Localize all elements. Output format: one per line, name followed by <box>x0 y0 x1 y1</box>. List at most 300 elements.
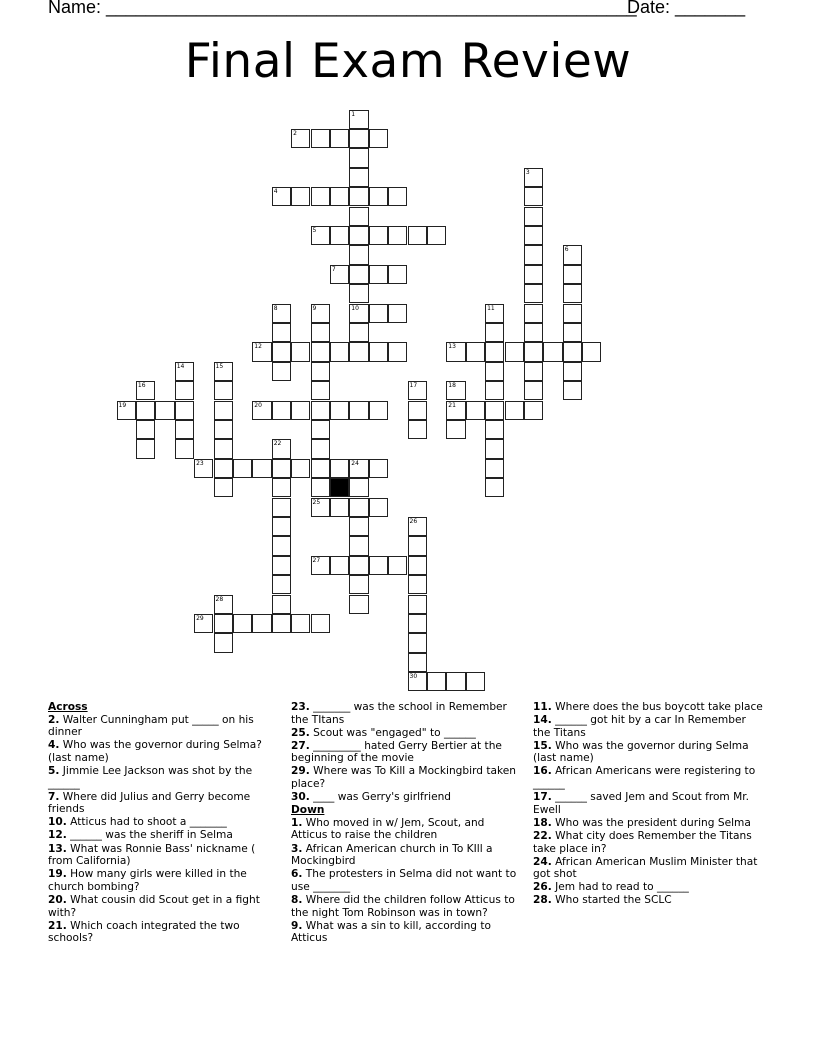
clue-text: Scout was "engaged" to ______ <box>313 726 476 739</box>
clue-text: Who moved in w/ Jem, Scout, and Atticus to raise the children <box>291 816 485 842</box>
grid-cell[interactable] <box>272 498 291 517</box>
grid-cell[interactable] <box>524 304 543 323</box>
grid-cell[interactable] <box>175 381 194 400</box>
clue-section-heading: Down <box>291 804 325 817</box>
clue-text: _______ was the school in Remember the TItans <box>291 701 507 726</box>
clue-item <box>48 829 280 842</box>
clue-item <box>533 894 765 907</box>
grid-cell[interactable] <box>175 439 194 458</box>
grid-cell[interactable] <box>349 401 368 420</box>
grid-cell[interactable] <box>349 323 368 342</box>
clue-number: 9. <box>291 919 303 932</box>
grid-cell[interactable] <box>505 342 524 361</box>
clue-text: Where was To Kill a Mockingbird taken place? <box>291 765 516 791</box>
grid-cell[interactable] <box>485 459 504 478</box>
clue-item <box>48 894 280 919</box>
cell-number: 13 <box>448 343 456 351</box>
clue-text: Who was the governor during Selma (last name) <box>533 739 749 765</box>
clue-text: Which coach integrated the two schools? <box>48 919 240 945</box>
grid-cell[interactable] <box>349 575 368 594</box>
grid-cell[interactable] <box>272 614 291 633</box>
grid-cell[interactable] <box>369 265 388 284</box>
grid-cell[interactable] <box>233 459 252 478</box>
clue-number: 16. <box>533 765 552 778</box>
clue-number: 3. <box>291 842 303 855</box>
grid-cell[interactable] <box>349 187 368 206</box>
grid-cell[interactable] <box>388 304 407 323</box>
clue-text: Who started the SCLC <box>555 894 672 907</box>
cell-number: 23 <box>196 459 204 467</box>
grid-cell[interactable] <box>214 381 233 400</box>
grid-cell[interactable] <box>485 420 504 439</box>
grid-cell[interactable] <box>175 362 194 381</box>
clue-number: 30. <box>291 791 310 804</box>
grid-cell[interactable] <box>311 401 330 420</box>
clue-item <box>533 791 765 816</box>
cell-number: 1 <box>351 110 356 118</box>
grid-cell[interactable] <box>485 342 504 361</box>
grid-cell[interactable] <box>117 401 136 420</box>
cell-number: 3 <box>525 168 530 176</box>
cell-number: 4 <box>273 188 278 196</box>
clue-number: 14. <box>533 714 552 727</box>
grid-cell[interactable] <box>524 284 543 303</box>
grid-cell[interactable] <box>524 168 543 187</box>
grid-cell[interactable] <box>136 381 155 400</box>
grid-cell[interactable] <box>330 129 349 148</box>
clue-item <box>48 843 280 868</box>
grid-cell[interactable] <box>408 517 427 536</box>
grid-cell[interactable] <box>136 401 155 420</box>
grid-cell[interactable] <box>311 362 330 381</box>
cell-number: 30 <box>409 673 418 681</box>
grid-cell[interactable] <box>446 342 465 361</box>
cell-number: 27 <box>312 556 321 564</box>
cell-number: 14 <box>176 362 185 370</box>
clue-number: 13. <box>48 842 67 855</box>
grid-cell[interactable] <box>369 342 388 361</box>
grid-cell[interactable] <box>485 439 504 458</box>
clue-item <box>533 817 765 830</box>
clue-number: 2. <box>48 713 60 726</box>
grid-cell[interactable] <box>408 536 427 555</box>
grid-cell[interactable] <box>330 226 349 245</box>
grid-cell[interactable] <box>563 284 582 303</box>
grid-cell[interactable] <box>330 187 349 206</box>
clue-text: African American Muslim Minister that got shot <box>533 855 758 881</box>
grid-cell[interactable] <box>485 304 504 323</box>
clue-item <box>48 791 280 816</box>
clue-number: 6. <box>291 868 303 881</box>
grid-cell[interactable] <box>349 110 368 129</box>
grid-cell[interactable] <box>349 536 368 555</box>
clue-item <box>533 740 765 765</box>
grid-cell[interactable] <box>349 226 368 245</box>
clue-item <box>291 740 523 765</box>
grid-cell[interactable] <box>349 265 368 284</box>
clue-text: What city does Remember the Titans take place in? <box>533 829 752 855</box>
clue-item <box>291 868 523 893</box>
grid-cell[interactable] <box>485 362 504 381</box>
clue-item <box>533 765 765 790</box>
page-title: Final Exam Review <box>184 34 632 89</box>
grid-cell[interactable] <box>369 226 388 245</box>
grid-cell[interactable] <box>214 362 233 381</box>
cell-number: 19 <box>118 401 127 409</box>
clue-item <box>48 868 280 893</box>
grid-cell[interactable] <box>252 459 271 478</box>
grid-cell[interactable] <box>194 459 213 478</box>
clue-item <box>48 816 280 829</box>
cell-number: 18 <box>448 382 456 390</box>
grid-cell[interactable] <box>524 401 543 420</box>
cell-number: 11 <box>487 304 495 312</box>
cell-number: 7 <box>331 265 336 273</box>
grid-cell[interactable] <box>291 614 310 633</box>
clue-number: 10. <box>48 816 67 829</box>
cell-number: 29 <box>196 614 204 622</box>
grid-cell[interactable] <box>330 498 349 517</box>
grid-cell[interactable] <box>369 304 388 323</box>
grid-cell[interactable] <box>272 478 291 497</box>
grid-cell[interactable] <box>524 187 543 206</box>
grid-cell[interactable] <box>136 420 155 439</box>
clue-number: 22. <box>533 829 552 842</box>
grid-cell[interactable] <box>563 323 582 342</box>
grid-cell[interactable] <box>291 401 310 420</box>
grid-cell[interactable] <box>524 207 543 226</box>
grid-cell[interactable] <box>446 672 465 691</box>
grid-cell[interactable] <box>388 342 407 361</box>
grid-cell[interactable] <box>563 304 582 323</box>
clue-item <box>291 843 523 868</box>
grid-cell[interactable] <box>330 459 349 478</box>
clue-number: 21. <box>48 919 67 932</box>
clue-text: ______ got hit by a car In Remember the Titans <box>533 714 746 739</box>
cell-number: 6 <box>564 246 569 254</box>
grid-cell[interactable] <box>272 459 291 478</box>
grid-cell[interactable] <box>291 187 310 206</box>
grid-cell[interactable] <box>311 381 330 400</box>
clue-number: 23. <box>291 701 310 713</box>
clue-item <box>533 714 765 739</box>
grid-cell[interactable] <box>311 226 330 245</box>
clue-number: 19. <box>48 868 67 881</box>
clue-item <box>291 727 523 740</box>
clue-column-1 <box>48 701 280 945</box>
grid-cell[interactable] <box>291 129 310 148</box>
clue-number: 5. <box>48 764 60 777</box>
grid-cell[interactable] <box>524 362 543 381</box>
grid-cell[interactable] <box>175 420 194 439</box>
clue-number: 28. <box>533 894 552 907</box>
grid-cell[interactable] <box>524 245 543 264</box>
grid-cell[interactable] <box>408 633 427 652</box>
grid-cell[interactable] <box>427 226 446 245</box>
grid-cell[interactable] <box>272 304 291 323</box>
clue-text: Where did Julius and Gerry become friends <box>48 790 251 816</box>
clue-section-heading: Across <box>48 701 88 713</box>
clue-text: Jem had to read to ______ <box>555 881 689 894</box>
grid-cell[interactable] <box>446 381 465 400</box>
clue-column-3 <box>533 701 765 908</box>
grid-cell[interactable] <box>369 187 388 206</box>
grid-cell[interactable] <box>330 265 349 284</box>
grid-cell[interactable] <box>485 323 504 342</box>
clue-item <box>48 714 280 739</box>
cell-number: 28 <box>215 595 224 603</box>
name-field[interactable]: Name: _____________________________________________________ <box>48 0 637 17</box>
grid-cell[interactable] <box>349 517 368 536</box>
clue-column-2 <box>291 701 523 945</box>
grid-cell[interactable] <box>272 517 291 536</box>
grid-cell[interactable] <box>272 323 291 342</box>
grid-cell[interactable] <box>272 536 291 555</box>
clue-item <box>291 817 523 842</box>
grid-cell[interactable] <box>446 401 465 420</box>
grid-cell[interactable] <box>311 420 330 439</box>
grid-cell[interactable] <box>349 168 368 187</box>
cell-number: 20 <box>254 401 262 409</box>
grid-cell[interactable] <box>272 556 291 575</box>
clue-number: 15. <box>533 739 552 752</box>
grid-cell[interactable] <box>311 342 330 361</box>
grid-cell[interactable] <box>388 556 407 575</box>
grid-cell[interactable] <box>311 478 330 497</box>
grid-cell[interactable] <box>505 401 524 420</box>
clue-text: What was Ronnie Bass' nickname ( from California) <box>48 842 256 868</box>
grid-cell[interactable] <box>272 362 291 381</box>
grid-cell[interactable] <box>252 401 271 420</box>
grid-cell[interactable] <box>524 226 543 245</box>
grid-cell[interactable] <box>311 129 330 148</box>
grid-cell[interactable] <box>388 187 407 206</box>
clue-item <box>48 739 280 764</box>
grid-cell[interactable] <box>408 672 427 691</box>
clue-number: 8. <box>291 893 303 906</box>
clue-item <box>48 765 280 790</box>
grid-cell[interactable] <box>272 595 291 614</box>
clue-text: African Americans were registering to ______ <box>533 765 756 791</box>
grid-cell[interactable] <box>349 595 368 614</box>
cell-number: 10 <box>351 304 359 312</box>
grid-cell[interactable] <box>369 556 388 575</box>
grid-cell[interactable] <box>272 342 291 361</box>
grid-cell[interactable] <box>563 362 582 381</box>
clue-number: 29. <box>291 765 310 778</box>
grid-cell[interactable] <box>214 614 233 633</box>
cell-number: 25 <box>312 498 321 506</box>
clue-text: What cousin did Scout get in a fight with? <box>48 893 260 919</box>
grid-cell[interactable] <box>214 595 233 614</box>
grid-cell[interactable] <box>330 401 349 420</box>
grid-cell[interactable] <box>408 653 427 672</box>
grid-cell[interactable] <box>524 342 543 361</box>
grid-cell[interactable] <box>272 187 291 206</box>
clue-text: Atticus had to shoot a _______ <box>70 816 227 829</box>
grid-cell[interactable] <box>485 381 504 400</box>
grid-cell[interactable] <box>330 556 349 575</box>
grid-cell[interactable] <box>408 575 427 594</box>
clue-text: ______ was the sheriff in Selma <box>70 829 233 842</box>
grid-cell[interactable] <box>369 459 388 478</box>
grid-cell[interactable] <box>311 498 330 517</box>
grid-cell[interactable] <box>466 342 485 361</box>
grid-cell[interactable] <box>563 381 582 400</box>
clue-item <box>291 791 523 804</box>
clue-number: 25. <box>291 726 310 739</box>
clue-number: 20. <box>48 893 67 906</box>
grid-cell[interactable] <box>524 323 543 342</box>
clue-item <box>291 894 523 919</box>
grid-cell[interactable] <box>349 304 368 323</box>
clue-text: Walter Cunningham put _____ on his dinner <box>48 713 254 739</box>
grid-cell[interactable] <box>485 478 504 497</box>
grid-cell[interactable] <box>369 129 388 148</box>
grid-cell[interactable] <box>563 342 582 361</box>
grid-cell[interactable] <box>175 401 194 420</box>
grid-cell[interactable] <box>136 439 155 458</box>
grid-cell[interactable] <box>291 459 310 478</box>
clue-item <box>48 920 280 945</box>
grid-cell[interactable] <box>330 342 349 361</box>
clue-text: Who was the president during Selma <box>555 816 751 829</box>
cell-number: 9 <box>312 304 317 312</box>
cell-number: 24 <box>351 459 359 467</box>
clue-text: Where does the bus boycott take place <box>555 701 763 713</box>
grid-cell[interactable] <box>252 614 271 633</box>
cell-number: 15 <box>215 362 224 370</box>
clue-item <box>533 881 765 894</box>
grid-cell[interactable] <box>349 556 368 575</box>
clue-text: ____ was Gerry's girlfriend <box>313 791 452 804</box>
grid-cell[interactable] <box>214 401 233 420</box>
grid-cell[interactable] <box>214 633 233 652</box>
cell-number: 2 <box>293 129 297 137</box>
clue-item <box>291 765 523 790</box>
grid-cell[interactable] <box>369 498 388 517</box>
grid-cell[interactable] <box>446 420 465 439</box>
grid-cell[interactable] <box>349 284 368 303</box>
clue-number: 24. <box>533 855 552 868</box>
clue-number: 7. <box>48 790 60 803</box>
cell-number: 21 <box>448 401 456 409</box>
grid-cell[interactable] <box>214 420 233 439</box>
clue-number: 4. <box>48 739 60 752</box>
grid-cell[interactable] <box>155 401 174 420</box>
clue-number: 12. <box>48 829 67 842</box>
grid-cell[interactable] <box>563 265 582 284</box>
clue-text: Where did the children follow Atticus to the night Tom Robinson was in town? <box>291 893 515 919</box>
cell-number: 5 <box>312 226 317 234</box>
grid-cell[interactable] <box>349 478 368 497</box>
grid-cell[interactable] <box>311 556 330 575</box>
grid-cell[interactable] <box>272 575 291 594</box>
cell-number: 26 <box>409 517 418 525</box>
grid-cell[interactable] <box>582 342 601 361</box>
grid-cell[interactable] <box>466 401 485 420</box>
grid-cell[interactable] <box>349 245 368 264</box>
clue-number: 1. <box>291 816 303 829</box>
grid-cell[interactable] <box>311 304 330 323</box>
cell-number: 8 <box>273 304 278 312</box>
clue-text: What was a sin to kill, according to Atticus <box>291 919 492 945</box>
clue-text: How many girls were killed in the church bombing? <box>48 868 247 893</box>
grid-cell[interactable] <box>311 439 330 458</box>
cell-number: 22 <box>273 440 282 448</box>
clue-number: 18. <box>533 816 552 829</box>
grid-cell[interactable] <box>349 148 368 167</box>
grid-cell[interactable] <box>427 672 446 691</box>
grid-cell[interactable] <box>349 129 368 148</box>
grid-cell[interactable] <box>563 245 582 264</box>
grid-cell[interactable] <box>543 342 562 361</box>
grid-cell[interactable] <box>214 478 233 497</box>
grid-cell[interactable] <box>408 401 427 420</box>
clue-item <box>533 830 765 855</box>
date-field[interactable]: Date: _______ <box>627 0 746 17</box>
grid-cell[interactable] <box>349 498 368 517</box>
grid-cell[interactable] <box>408 381 427 400</box>
clue-item <box>291 701 523 726</box>
grid-cell[interactable] <box>408 556 427 575</box>
grid-cell[interactable] <box>369 401 388 420</box>
grid-cell[interactable] <box>272 401 291 420</box>
grid-cell[interactable] <box>349 342 368 361</box>
grid-cell[interactable] <box>408 226 427 245</box>
clue-number: 11. <box>533 701 552 713</box>
grid-cell[interactable] <box>214 459 233 478</box>
grid-cell[interactable] <box>214 439 233 458</box>
grid-cell[interactable] <box>311 323 330 342</box>
black-cell <box>330 478 349 497</box>
grid-cell[interactable] <box>408 420 427 439</box>
clue-number: 27. <box>291 739 310 752</box>
grid-cell[interactable] <box>291 342 310 361</box>
cell-number: 12 <box>254 343 262 351</box>
clue-text: ______ saved Jem and Scout from Mr. Ewell <box>533 791 749 816</box>
clue-text: African American church in To KIll a Mockingbird <box>291 842 493 868</box>
grid-cell[interactable] <box>524 381 543 400</box>
grid-cell[interactable] <box>408 614 427 633</box>
clue-item <box>533 856 765 881</box>
grid-cell[interactable] <box>272 439 291 458</box>
grid-cell[interactable] <box>233 614 252 633</box>
grid-cell[interactable] <box>388 226 407 245</box>
clue-text: _________ hated Gerry Bertier at the beginning of the movie <box>291 739 502 765</box>
clue-item <box>291 920 523 945</box>
clue-text: The protesters in Selma did not want to use _______ <box>291 868 517 893</box>
cell-number: 16 <box>137 382 146 390</box>
grid-cell[interactable] <box>524 265 543 284</box>
clue-number: 26. <box>533 881 552 894</box>
grid-cell[interactable] <box>311 187 330 206</box>
grid-cell[interactable] <box>252 342 271 361</box>
clue-number: 17. <box>533 791 552 804</box>
grid-cell[interactable] <box>388 265 407 284</box>
clue-item <box>533 701 765 714</box>
clue-text: Jimmie Lee Jackson was shot by the ______ <box>48 764 253 790</box>
grid-cell[interactable] <box>311 459 330 478</box>
grid-cell[interactable] <box>349 459 368 478</box>
clue-text: Who was the governor during Selma? (last name) <box>48 739 262 764</box>
grid-cell[interactable] <box>194 614 213 633</box>
grid-cell[interactable] <box>466 672 485 691</box>
grid-cell[interactable] <box>311 614 330 633</box>
grid-cell[interactable] <box>349 207 368 226</box>
grid-cell[interactable] <box>485 401 504 420</box>
grid-cell[interactable] <box>408 595 427 614</box>
